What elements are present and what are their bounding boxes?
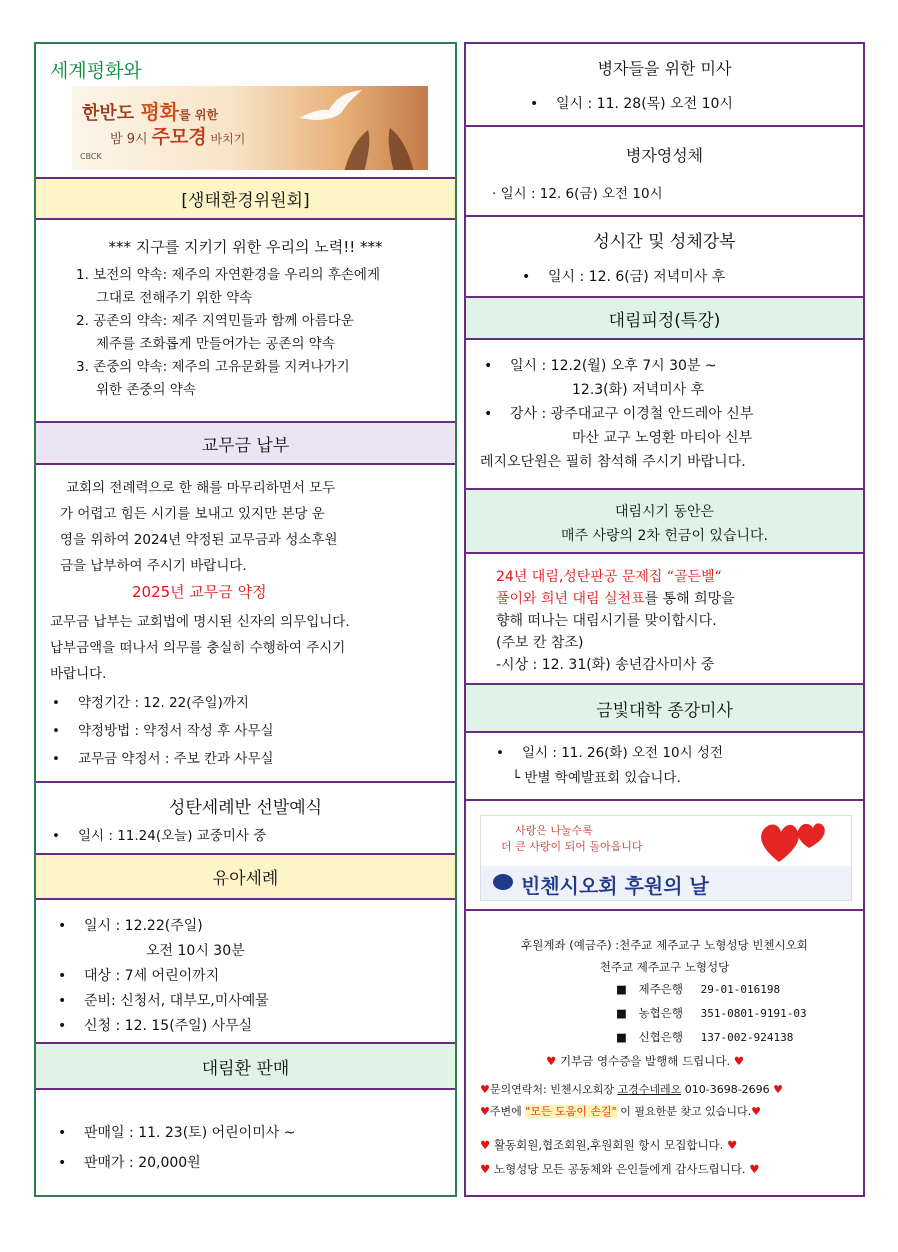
help-text: 이 필요한분 찾고 있습니다. xyxy=(616,1105,752,1118)
heart-icon: ♥ xyxy=(546,1054,557,1068)
bank-row xyxy=(616,1029,793,1045)
holy-hour-date: • 일시 : 12. 6(금) 저녁미사 후 xyxy=(548,265,725,289)
sick-mass-header: 병자들을 위한 미사 xyxy=(597,59,732,78)
banner-text: 한반도 xyxy=(82,103,141,124)
vincent-banner-text: 사랑은 나눌수록 xyxy=(515,824,593,837)
dues-para-line: 영을 위하여 2024년 약정된 교무금과 성소후원 xyxy=(60,532,338,548)
peace-title: 세계평화와 xyxy=(50,60,142,82)
sick-communion-date: · 일시 : 12. 6(금) 오전 10시 xyxy=(492,186,663,202)
bank-row xyxy=(616,981,780,997)
infant-bullet: • 대상 : 7세 어린이까지 xyxy=(84,964,269,989)
retreat-line xyxy=(484,354,753,378)
bank-bullet-icon: ■ xyxy=(616,1030,627,1044)
peace-section xyxy=(36,44,455,179)
account-holder-2: 천주교 제주교구 노형성당 xyxy=(599,960,730,974)
retreat-date: 일시 : 12.2(월) 오후 7시 30분 ~ xyxy=(510,358,717,374)
infant-baptism-header xyxy=(36,855,455,900)
christmas-baptism-date: • 일시 : 11.24(오늘) 교중미사 중 xyxy=(78,825,266,848)
wreath-section xyxy=(36,1090,455,1190)
pledge-title: 2025년 교무금 약정 xyxy=(132,583,267,601)
banner-text: 주모경 xyxy=(151,126,207,148)
eco-header-text: [생태환경위원회] xyxy=(181,191,310,211)
advent-retreat-header xyxy=(466,298,863,340)
help-line xyxy=(480,1103,761,1119)
heart-icon xyxy=(757,818,827,864)
retreat-line xyxy=(484,402,753,426)
golden-bell-line: 향해 떠나는 대림시기를 맞이합시다. xyxy=(496,613,717,629)
pledge-para-line: 교무금 납부는 교회법에 명시된 신자의 의무입니다. xyxy=(50,614,350,630)
pledge-para-line: 납부금액을 떠나서 의무를 충실히 수행하여 주시기 xyxy=(50,640,346,656)
bank-number: 29-01-016198 xyxy=(700,983,781,996)
eco-item: 제주를 조화롭게 만들어가는 공존의 약속 xyxy=(96,336,335,352)
peace-banner xyxy=(72,86,428,170)
eco-title: *** 지구를 지키기 위한 우리의 노력!! *** xyxy=(108,238,383,256)
bank-name: 신협은행 xyxy=(638,1030,683,1044)
heart-icon: ♥ xyxy=(480,1105,490,1118)
retreat-note: 레지오단원은 필히 참석해 주시기 바랍니다. xyxy=(480,454,746,470)
eco-section xyxy=(36,220,455,423)
thanks-line xyxy=(480,1161,760,1177)
infant-baptism-section xyxy=(36,900,455,1044)
advent-collection-section xyxy=(466,490,863,554)
bank-row xyxy=(616,1005,807,1021)
sick-mass-section xyxy=(466,44,863,127)
heart-icon: ♥ xyxy=(480,1162,491,1176)
vincent-banner-text: 더 큰 사랑이 되어 돌아옵니다 xyxy=(501,840,643,853)
pledge-para-line: 바랍니다. xyxy=(50,666,107,682)
infant-bullet: • 준비: 신청서, 대부모,미사예물 xyxy=(84,989,269,1014)
golden-univ-date: • 일시 : 11. 26(화) 오전 10시 성전 xyxy=(522,741,723,766)
thanks-text: 노형성당 모든 공동체와 은인들에게 감사드립니다. xyxy=(493,1162,746,1176)
eco-item: 2. 공존의 약속: 제주 지역민들과 함께 아름다운 xyxy=(76,313,354,329)
vincent-banner-bar xyxy=(481,866,851,900)
heart-icon: ♥ xyxy=(480,1083,490,1096)
eco-item: 위한 존중의 약속 xyxy=(96,382,196,398)
wreath-header xyxy=(36,1044,455,1090)
heart-icon: ♥ xyxy=(733,1054,745,1068)
help-text: 주변에 xyxy=(489,1105,526,1118)
vincent-banner-title: 빈첸시오회 후원의 날 xyxy=(521,874,709,898)
banner-text: 를 위한 xyxy=(179,108,219,122)
bank-bullet-icon: ■ xyxy=(616,982,627,996)
help-highlight: "모든 도움이 손길" xyxy=(525,1105,617,1118)
holy-hour-section xyxy=(466,217,863,298)
bank-name: 제주은행 xyxy=(638,982,683,996)
golden-bell-line: (주보 칸 참조) xyxy=(496,635,584,651)
bank-name: 농협은행 xyxy=(638,1006,683,1020)
wreath-header-text: 대림환 판매 xyxy=(201,1058,290,1079)
golden-bell-red-line: 풀이와 희년 대림 실천표 xyxy=(496,591,645,607)
dues-para-line: 교회의 전례력으로 한 해를 마무리하면서 모두 xyxy=(66,480,336,496)
pledge-bullet: • 약정기간 : 12. 22(주일)까지 xyxy=(78,689,274,717)
advent-collection-line: 매주 사랑의 2차 헌금이 있습니다. xyxy=(561,528,768,544)
dues-para-line: 가 어렵고 힘든 시기를 보내고 있지만 본당 운 xyxy=(60,506,325,522)
golden-bell-line: -시상 : 12. 31(화) 송년감사미사 중 xyxy=(496,657,715,673)
heart-icon: ♥ xyxy=(749,1162,760,1176)
heart-icon: ♥ xyxy=(726,1138,738,1152)
pledge-bullet: • 교무금 약정서 : 주보 칸과 사무실 xyxy=(78,745,274,773)
dues-para-line: 금을 납부하여 주시기 바랍니다. xyxy=(60,558,247,574)
christmas-baptism-header: 성탄세례반 선발예식 xyxy=(168,798,323,818)
bank-number: 137-002-924138 xyxy=(700,1031,794,1044)
sick-mass-date: • 일시 : 11. 28(목) 오전 10시 xyxy=(556,92,733,116)
receipt-text: 기부금 영수증을 발행해 드립니다. xyxy=(559,1054,731,1068)
recruit-line xyxy=(480,1137,737,1153)
recruit-text: 활동회원,협조회원,후원회원 항시 모집합니다. xyxy=(493,1138,724,1152)
eco-item: 3. 존중의 약속: 제주의 고유문화를 지켜나가기 xyxy=(76,359,350,375)
holy-hour-header: 성시간 및 성체강복 xyxy=(593,232,736,252)
golden-bell-line: 를 통해 희망을 xyxy=(644,591,735,607)
wreath-bullet: • 판매일 : 11. 23(토) 어린이미사 ~ xyxy=(84,1118,295,1148)
receipt-line xyxy=(546,1053,744,1069)
contact-label: 문의연락처: 빈첸시오회장 xyxy=(489,1083,618,1096)
infant-bullet: • 신청 : 12. 15(주일) 사무실 xyxy=(84,1014,269,1039)
infant-time: 오전 10시 30분 xyxy=(146,943,245,959)
banner-text: 밤 9시 xyxy=(110,132,152,147)
heart-icon: ♥ xyxy=(773,1083,784,1096)
hands-icon xyxy=(334,112,424,170)
advent-retreat-section xyxy=(466,340,863,490)
advent-collection-line: 대림시기 동안은 xyxy=(614,504,715,520)
cbck-logo: CBCK xyxy=(80,152,102,161)
golden-univ-note: └ 반별 학예발표회 있습니다. xyxy=(512,770,681,786)
account-holder: 후원계좌 (예금주) :천주교 제주교구 노형성당 빈첸시오회 xyxy=(521,938,808,952)
advent-retreat-header-text: 대림피정(특강) xyxy=(608,310,721,331)
dues-section xyxy=(36,465,455,783)
golden-bell-section xyxy=(466,554,863,685)
eco-header xyxy=(36,179,455,220)
pledge-bullets xyxy=(34,689,274,773)
bullet-dot: • xyxy=(484,358,493,374)
bank-number: 351-0801-9191-03 xyxy=(700,1007,807,1020)
heart-icon: ♥ xyxy=(480,1138,491,1152)
left-column xyxy=(34,42,457,1197)
wreath-bullet: • 판매가 : 20,000원 xyxy=(84,1148,295,1178)
retreat-speaker-2: 마산 교구 노영환 마티아 신부 xyxy=(572,430,753,446)
contact-phone: 010-3698-2696 xyxy=(681,1083,770,1096)
retreat-date-2: 12.3(화) 저녁미사 후 xyxy=(572,382,705,398)
pledge-bullet: • 약정방법 : 약정서 작성 후 사무실 xyxy=(78,717,274,745)
retreat-speaker: 강사 : 광주대교구 이경철 안드레아 신부 xyxy=(510,406,754,422)
heart-icon: ♥ xyxy=(751,1105,761,1118)
bank-bullet-icon: ■ xyxy=(616,1006,627,1020)
bullet-dot: • xyxy=(484,406,493,422)
dues-header-text: 교무금 납부 xyxy=(201,435,290,456)
dues-header xyxy=(36,423,455,465)
sick-communion-header: 병자영성체 xyxy=(625,146,704,165)
golden-bell-red-line: 24년 대림,성탄판공 문제집 “골든벨“ xyxy=(496,569,722,585)
banner-text: 평화 xyxy=(140,100,180,124)
infant-baptism-header-text: 유아세례 xyxy=(212,869,279,889)
vincent-logo-icon xyxy=(493,874,513,890)
christmas-baptism-section xyxy=(36,783,455,855)
vincent-info-section xyxy=(466,911,863,1201)
vincent-banner xyxy=(480,815,852,901)
contact-line xyxy=(480,1081,783,1097)
banner-text: 바치기 xyxy=(206,132,246,146)
eco-item: 1. 보전의 약속: 제주의 자연환경을 우리의 후손에게 xyxy=(76,267,380,283)
vincent-banner-section xyxy=(466,801,863,911)
eco-item: 그대로 전해주기 위한 약속 xyxy=(96,290,253,306)
golden-univ-section xyxy=(466,733,863,801)
contact-name: 고경수네레오 xyxy=(617,1083,682,1096)
golden-univ-header-text: 금빛대학 종강미사 xyxy=(596,700,733,721)
infant-bullet: • 일시 : 12.22(주일) xyxy=(84,914,269,939)
right-column xyxy=(464,42,865,1197)
golden-univ-header xyxy=(466,685,863,733)
sick-communion-section xyxy=(466,127,863,217)
